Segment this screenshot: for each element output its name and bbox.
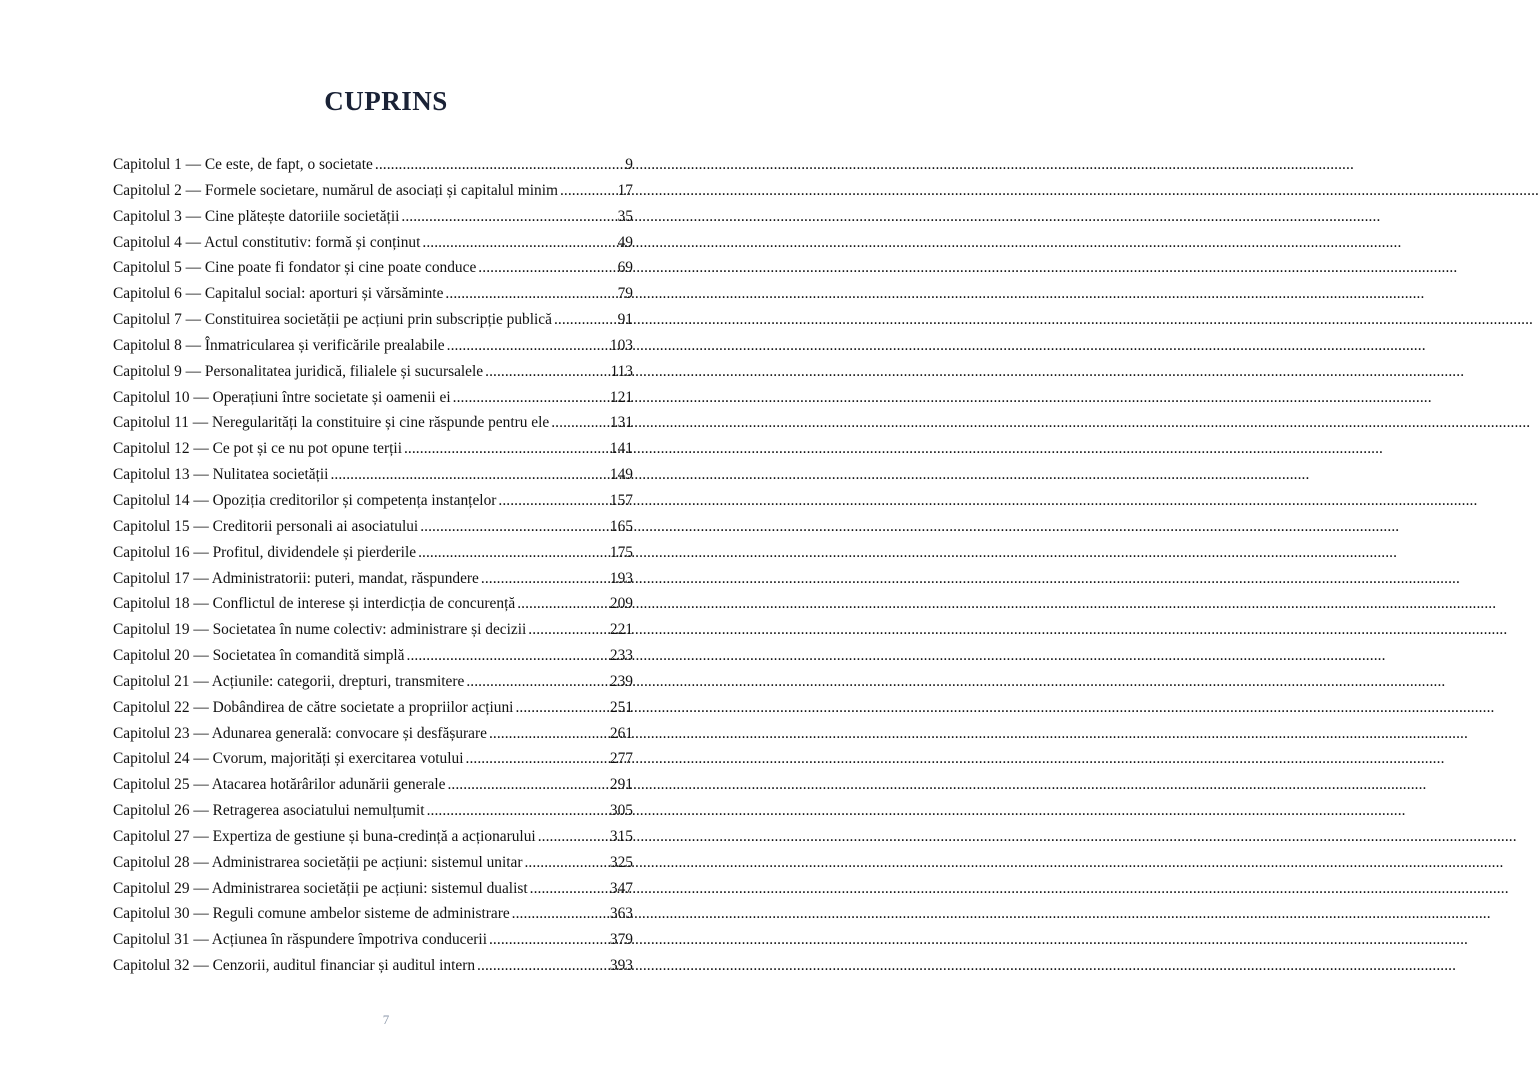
toc-entry-page: 113 <box>610 362 633 380</box>
toc-entry-title: Capitolul 21 — Acțiunile: categorii, drepturi, transmitere <box>113 672 465 690</box>
toc-entry-page: 393 <box>609 957 633 975</box>
toc-dot-leader <box>330 462 607 488</box>
toc-entry-page: 221 <box>609 621 633 639</box>
toc-entry-title: Capitolul 7 — Constituirea societății pe acțiuni prin subscripție publică <box>113 311 552 329</box>
toc-entry-title: Capitolul 5 — Cine poate fi fondator și cine poate conduce <box>113 259 477 277</box>
toc-dot-leader <box>401 204 615 230</box>
toc-entry[interactable] <box>113 410 633 436</box>
toc-entry[interactable] <box>113 307 633 333</box>
toc-dot-leader <box>375 152 623 178</box>
toc-entry-page: 79 <box>617 285 633 303</box>
toc-dot-leader <box>551 410 608 436</box>
toc-entry-page: 175 <box>609 543 633 561</box>
page-title: CUPRINS <box>324 86 448 116</box>
toc-entry-page: 9 <box>625 156 633 173</box>
toc-entry-title: Capitolul 27 — Expertiza de gestiune și buna-credință a acționarului <box>113 827 536 845</box>
toc-entry[interactable] <box>113 281 633 307</box>
toc-entry-page: 193 <box>609 569 633 587</box>
toc-entry-title: Capitolul 3 — Cine plătește datoriile societății <box>113 207 400 225</box>
toc-entry[interactable] <box>113 824 633 850</box>
toc-dot-leader <box>530 876 608 902</box>
toc-dot-leader <box>447 772 607 798</box>
toc-entry-title: Capitolul 19 — Societatea în nume colectiv: administrare și decizii <box>113 621 527 639</box>
toc-entry-page: 69 <box>617 259 633 277</box>
toc-entry[interactable] <box>113 721 633 747</box>
toc-entry-title: Capitolul 28 — Administrarea societății pe acțiuni: sistemul unitar <box>113 853 523 871</box>
toc-entry-title: Capitolul 30 — Reguli comune ambelor sisteme de administrare <box>113 905 510 923</box>
toc-dot-leader <box>445 281 615 307</box>
toc-dot-leader <box>498 488 608 514</box>
toc-entry[interactable] <box>113 204 633 230</box>
toc-entry-title: Capitolul 2 — Formele societare, numărul de asociați și capitalul minim <box>113 181 558 199</box>
toc-entry[interactable] <box>113 462 633 488</box>
toc-entry-title: Capitolul 10 — Operațiuni între societate și oamenii ei <box>113 388 451 406</box>
toc-dot-leader <box>489 927 608 953</box>
page-number: 7 <box>382 1012 390 1027</box>
toc-entry[interactable] <box>113 591 633 617</box>
toc-dot-leader <box>554 307 616 333</box>
toc-entry-page: 363 <box>609 905 633 923</box>
toc-entry-page: 209 <box>609 595 633 613</box>
toc-entry-title: Capitolul 22 — Dobândirea de către societate a propriilor acțiuni <box>113 698 514 716</box>
toc-entry[interactable] <box>113 230 633 256</box>
toc-dot-leader <box>453 385 608 411</box>
toc-entry-title: Capitolul 1 — Ce este, de fapt, o societate <box>113 156 373 173</box>
toc-entry-page: 17 <box>617 181 633 199</box>
toc-entry[interactable] <box>113 669 633 695</box>
toc-entry-page: 149 <box>609 466 633 484</box>
toc-entry-title: Capitolul 29 — Administrarea societății pe acțiuni: sistemul dualist <box>113 879 528 897</box>
toc-entry-title: Capitolul 13 — Nulitatea societății <box>113 466 329 484</box>
toc-dot-leader <box>528 617 608 643</box>
toc-entry[interactable] <box>113 566 633 592</box>
toc-entry-page: 49 <box>617 233 633 251</box>
toc-entry[interactable] <box>113 514 633 540</box>
toc-dot-leader <box>524 850 607 876</box>
toc-entry[interactable] <box>113 540 633 566</box>
toc-entry-title: Capitolul 23 — Adunarea generală: convocare și desfășurare <box>113 724 487 742</box>
toc-entry-title: Capitolul 16 — Profitul, dividendele și pierderile <box>113 543 417 561</box>
toc-dot-leader <box>466 746 608 772</box>
toc-entry-page: 277 <box>609 750 633 768</box>
toc-entry-title: Capitolul 9 — Personalitatea juridică, filialele și sucursalele <box>113 362 484 380</box>
toc-dot-leader <box>404 436 608 462</box>
toc-entry[interactable] <box>113 488 633 514</box>
toc-dot-leader <box>478 255 615 281</box>
toc-entry[interactable] <box>113 385 633 411</box>
toc-entry-page: 165 <box>609 517 633 535</box>
toc-entry-title: Capitolul 32 — Cenzorii, auditul financiar și auditul intern <box>113 957 476 975</box>
toc-dot-leader <box>447 333 608 359</box>
toc-dot-leader <box>517 591 608 617</box>
toc-entry-title: Capitolul 12 — Ce pot și ce nu pot opune terții <box>113 440 402 458</box>
toc-entry[interactable] <box>113 850 633 876</box>
toc-entry[interactable] <box>113 695 633 721</box>
toc-entry[interactable] <box>113 927 633 953</box>
toc-entry-page: 347 <box>609 879 633 897</box>
toc-entry-title: Capitolul 4 — Actul constitutiv: formă și conținut <box>113 233 421 251</box>
toc-entry-title: Capitolul 8 — Înmatricularea și verificările prealabile <box>113 336 445 354</box>
toc-entry[interactable] <box>113 617 633 643</box>
toc-entry[interactable] <box>113 255 633 281</box>
toc-entry-page: 141 <box>609 440 633 458</box>
toc-entry-page: 305 <box>609 802 633 820</box>
toc-entry[interactable] <box>113 772 633 798</box>
table-of-contents <box>113 152 633 979</box>
toc-dot-leader <box>538 824 608 850</box>
toc-entry[interactable] <box>113 901 633 927</box>
toc-entry[interactable] <box>113 876 633 902</box>
toc-entry-page: 379 <box>609 931 633 949</box>
toc-entry-title: Capitolul 25 — Atacarea hotărârilor adunării generale <box>113 776 446 794</box>
toc-entry-title: Capitolul 11 — Neregularități la constituire și cine răspunde pentru ele <box>113 414 550 432</box>
toc-entry-page: 251 <box>609 698 633 716</box>
toc-dot-leader <box>420 514 608 540</box>
toc-entry[interactable] <box>113 953 633 979</box>
toc-entry-page: 35 <box>617 207 633 225</box>
toc-entry[interactable] <box>113 798 633 824</box>
toc-dot-leader <box>427 798 608 824</box>
toc-entry-page: 157 <box>609 491 633 509</box>
toc-dot-leader <box>477 953 608 979</box>
toc-entry-title: Capitolul 6 — Capitalul social: aporturi și vărsăminte <box>113 285 444 303</box>
toc-dot-leader <box>489 721 608 747</box>
toc-entry-page: 325 <box>609 853 633 871</box>
toc-entry[interactable] <box>113 643 633 669</box>
toc-entry-page: 233 <box>609 647 633 665</box>
toc-entry[interactable] <box>113 152 633 178</box>
toc-entry-page: 239 <box>609 672 633 690</box>
toc-dot-leader <box>418 540 608 566</box>
toc-dot-leader <box>512 901 608 927</box>
toc-entry[interactable] <box>113 178 633 204</box>
toc-entry[interactable] <box>113 436 633 462</box>
toc-dot-leader <box>560 178 616 204</box>
toc-entry-page: 261 <box>609 724 633 742</box>
toc-entry-page: 315 <box>609 827 633 845</box>
toc-entry[interactable] <box>113 333 633 359</box>
toc-entry-title: Capitolul 17 — Administratorii: puteri, mandat, răspundere <box>113 569 479 587</box>
toc-entry-page: 91 <box>617 311 633 329</box>
toc-entry-title: Capitolul 20 — Societatea în comandită simplă <box>113 647 405 665</box>
toc-entry-page: 291 <box>609 776 633 794</box>
toc-dot-leader <box>515 695 607 721</box>
toc-dot-leader <box>407 643 608 669</box>
toc-dot-leader <box>481 566 608 592</box>
toc-entry-title: Capitolul 24 — Cvorum, majorități și exercitarea votului <box>113 750 464 768</box>
toc-dot-leader <box>466 669 608 695</box>
toc-entry-page: 121 <box>609 388 633 406</box>
toc-entry-title: Capitolul 14 — Opoziția creditorilor și competența instanțelor <box>113 491 497 509</box>
toc-dot-leader <box>485 359 608 385</box>
toc-entry[interactable] <box>113 746 633 772</box>
toc-entry-page: 131 <box>609 414 633 432</box>
toc-entry-page: 103 <box>609 336 633 354</box>
toc-entry-title: Capitolul 26 — Retragerea asociatului nemulțumit <box>113 802 425 820</box>
toc-entry[interactable] <box>113 359 633 385</box>
toc-entry-title: Capitolul 18 — Conflictul de interese și interdicția de concurență <box>113 595 516 613</box>
toc-entry-title: Capitolul 31 — Acțiunea în răspundere împotriva conducerii <box>113 931 487 949</box>
toc-entry-title: Capitolul 15 — Creditorii personali ai asociatului <box>113 517 419 535</box>
toc-dot-leader <box>422 230 615 256</box>
